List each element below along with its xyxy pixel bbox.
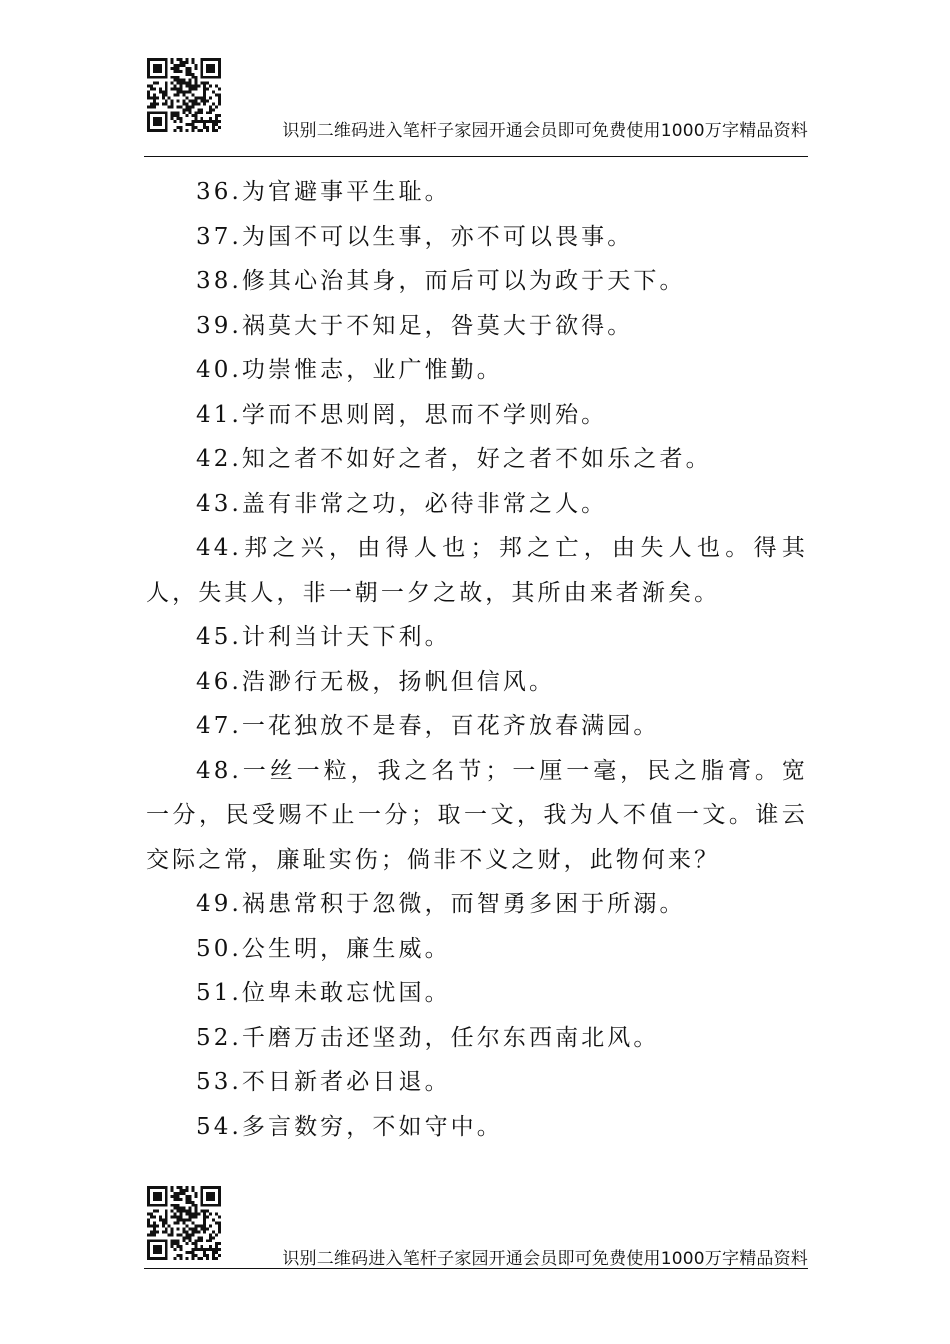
quote-item: 53.不日新者必日退。 <box>196 1069 451 1095</box>
quote-item: 52.千磨万击还坚劲，任尔东西南北风。 <box>196 1024 660 1051</box>
quote-item: 48.一丝一粒，我之名节；一厘一毫，民之脂膏。宽一分，民受赐不止一分；取一文，我为人不值一文。谁云交际之常，廉耻实伤；倘非不义之财，此物何来？ <box>146 757 808 873</box>
quote-item: 39.祸莫大于不知足，咎莫大于欲得。 <box>196 312 634 339</box>
document-body <box>146 170 808 1149</box>
quote-item: 41.学而不思则罔，思而不学则殆。 <box>196 401 608 428</box>
quote-item: 47.一花独放不是春，百花齐放春满园。 <box>196 713 660 739</box>
header-banner-text: 识别二维码进入笔杆子家园开通会员即可免费使用1000万字精品资料 <box>282 121 808 141</box>
quote-item: 36.为官避事平生耻。 <box>196 179 451 205</box>
qr-code-icon[interactable] <box>147 1186 221 1260</box>
quote-item: 46.浩渺行无极，扬帆但信风。 <box>196 668 556 695</box>
quote-item: 44.邦之兴，由得人也；邦之亡，由失人也。得其人，失其人，非一朝一夕之故，其所由来者渐矣。 <box>146 535 808 606</box>
quote-item: 40.功崇惟志，业广惟勤。 <box>196 357 503 383</box>
quote-item: 50.公生明，廉生威。 <box>196 935 451 962</box>
quote-item: 45.计利当计天下利。 <box>196 624 451 650</box>
quote-item: 51.位卑未敢忘忧国。 <box>196 980 451 1006</box>
qr-code-icon[interactable] <box>147 58 221 132</box>
footer-divider <box>144 1268 808 1269</box>
quote-item: 49.祸患常积于忽微，而智勇多困于所溺。 <box>196 891 686 917</box>
header-banner <box>144 58 808 158</box>
header-divider <box>144 156 808 157</box>
quote-item: 43.盖有非常之功，必待非常之人。 <box>196 490 608 517</box>
quote-item: 42.知之者不如好之者，好之者不如乐之者。 <box>196 446 712 472</box>
quote-item: 38.修其心治其身，而后可以为政于天下。 <box>196 268 686 294</box>
footer-banner-text: 识别二维码进入笔杆子家园开通会员即可免费使用1000万字精品资料 <box>282 1249 808 1269</box>
footer-banner <box>144 1186 808 1270</box>
quote-item: 54.多言数穷，不如守中。 <box>196 1113 503 1140</box>
quote-item: 37.为国不可以生事，亦不可以畏事。 <box>196 223 634 250</box>
